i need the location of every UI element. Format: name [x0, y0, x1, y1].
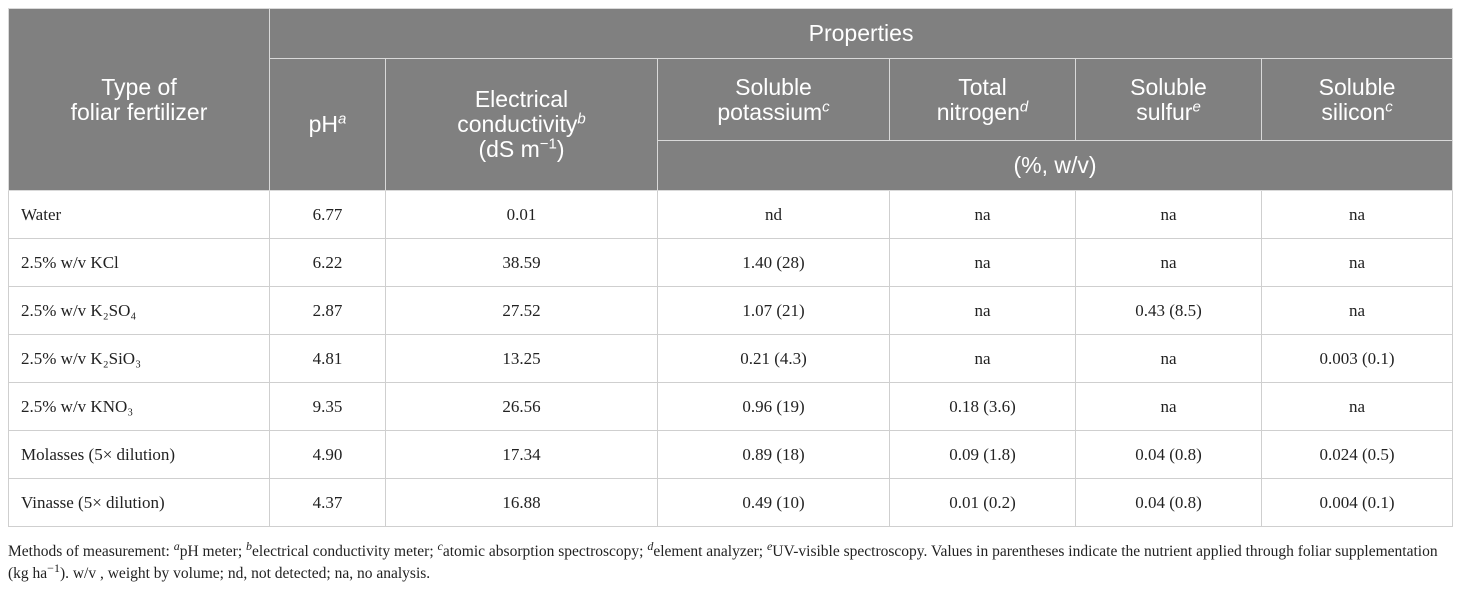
cell-fertilizer: Water [9, 191, 270, 239]
footnote-a-text: pH meter; [179, 543, 247, 560]
cell-ph: 4.37 [270, 479, 386, 527]
header-row-top [9, 9, 1453, 59]
footnote-c-text: atomic absorption spectroscopy; [442, 543, 648, 560]
header-sulfur [1076, 59, 1262, 141]
footnote-sup-b: b [246, 538, 253, 553]
header-s-sup: e [1192, 97, 1201, 115]
header-ph-sup: a [338, 110, 347, 128]
cell-ec: 38.59 [386, 239, 658, 287]
cell-sulfur: na [1076, 335, 1262, 383]
footnote-sup-e: e [766, 538, 773, 553]
header-silicon [1262, 59, 1453, 141]
cell-sulfur: na [1076, 239, 1262, 287]
header-unit: (%, w/v) [658, 141, 1453, 191]
cell-potassium: 0.96 (19) [658, 383, 890, 431]
header-k-line2: potassium [717, 98, 823, 125]
table-row [9, 191, 1453, 239]
header-s-line1: Soluble [1130, 73, 1207, 100]
cell-fertilizer: Molasses (5× dilution) [9, 431, 270, 479]
cell-nitrogen: na [890, 287, 1076, 335]
cell-sulfur: na [1076, 383, 1262, 431]
cell-silicon: na [1262, 287, 1453, 335]
header-ec-line2: conductivity [457, 111, 578, 137]
header-potassium [658, 59, 890, 141]
footnote-tail: ). w/v , weight by volume; nd, not detected; na, no analysis. [59, 565, 431, 582]
header-ec-line1: Electrical [474, 86, 569, 112]
footnote-d-text: element analyzer; [653, 543, 767, 560]
cell-nitrogen: 0.09 (1.8) [890, 431, 1076, 479]
header-type-line2: foliar fertilizer [70, 98, 208, 125]
cell-potassium: nd [658, 191, 890, 239]
cell-ph: 4.81 [270, 335, 386, 383]
cell-ec: 16.88 [386, 479, 658, 527]
header-type [9, 9, 270, 191]
header-si-line1: Soluble [1318, 73, 1396, 100]
header-properties: Properties [270, 9, 1453, 59]
cell-sulfur: 0.43 (8.5) [1076, 287, 1262, 335]
header-ph-label: pH [308, 111, 339, 137]
cell-nitrogen: na [890, 335, 1076, 383]
footnote-unit-sup: −1 [47, 560, 60, 575]
cell-silicon: na [1262, 239, 1453, 287]
header-n-sup: d [1019, 97, 1029, 115]
cell-silicon: 0.003 (0.1) [1262, 335, 1453, 383]
data-table [8, 8, 1453, 527]
table-row [9, 287, 1453, 335]
header-n-line2: nitrogen [936, 98, 1020, 125]
cell-fertilizer: 2.5% w/v KNO₃ [9, 383, 270, 431]
header-ec-sup: b [577, 110, 586, 128]
footnote-b-text: electrical conductivity meter; [252, 543, 438, 560]
header-nitrogen [890, 59, 1076, 141]
header-ph [270, 59, 386, 191]
cell-ec: 26.56 [386, 383, 658, 431]
header-n-line1: Total [958, 73, 1007, 100]
cell-potassium: 0.21 (4.3) [658, 335, 890, 383]
footnote-intro: Methods of measurement: [8, 543, 174, 560]
cell-sulfur: 0.04 (0.8) [1076, 431, 1262, 479]
cell-ec: 27.52 [386, 287, 658, 335]
table-row [9, 431, 1453, 479]
table-row [9, 383, 1453, 431]
cell-nitrogen: na [890, 191, 1076, 239]
header-k-sup: c [822, 97, 830, 115]
header-si-line2: silicon [1321, 98, 1386, 125]
cell-ph: 4.90 [270, 431, 386, 479]
cell-ph: 6.22 [270, 239, 386, 287]
cell-ec: 0.01 [386, 191, 658, 239]
header-type-line1: Type of [101, 73, 177, 100]
footnote-sup-d: d [647, 538, 654, 553]
cell-silicon: na [1262, 383, 1453, 431]
table-row [9, 335, 1453, 383]
cell-fertilizer: 2.5% w/v K₂SiO₃ [9, 335, 270, 383]
footnote-e-text: UV-visible spectroscopy. Values in parentheses indicate the nutrient applied through foliar supplementation (kg ha [8, 543, 1438, 582]
footnote-sup-a: a [173, 538, 180, 553]
cell-sulfur: 0.04 (0.8) [1076, 479, 1262, 527]
cell-ph: 6.77 [270, 191, 386, 239]
cell-silicon: na [1262, 191, 1453, 239]
table-container [8, 8, 1452, 527]
table-footnote [8, 538, 1452, 585]
footnote-sup-c: c [437, 538, 443, 553]
header-si-sup: c [1385, 97, 1393, 115]
header-k-line1: Soluble [735, 73, 812, 100]
header-ec-unit-sup: −1 [539, 135, 557, 153]
cell-nitrogen: 0.18 (3.6) [890, 383, 1076, 431]
cell-nitrogen: 0.01 (0.2) [890, 479, 1076, 527]
cell-ec: 13.25 [386, 335, 658, 383]
cell-potassium: 1.40 (28) [658, 239, 890, 287]
header-s-line2: sulfur [1136, 98, 1193, 125]
cell-silicon: 0.024 (0.5) [1262, 431, 1453, 479]
cell-fertilizer: 2.5% w/v KCl [9, 239, 270, 287]
header-ec-unit: (dS m [478, 136, 540, 162]
cell-sulfur: na [1076, 191, 1262, 239]
cell-ec: 17.34 [386, 431, 658, 479]
cell-potassium: 0.49 (10) [658, 479, 890, 527]
cell-ph: 2.87 [270, 287, 386, 335]
header-ec-unit-close: ) [556, 136, 565, 162]
header-ec [386, 59, 658, 191]
table-row [9, 239, 1453, 287]
table-body [9, 191, 1453, 527]
table-row [9, 479, 1453, 527]
cell-potassium: 1.07 (21) [658, 287, 890, 335]
cell-ph: 9.35 [270, 383, 386, 431]
cell-silicon: 0.004 (0.1) [1262, 479, 1453, 527]
cell-fertilizer: Vinasse (5× dilution) [9, 479, 270, 527]
cell-fertilizer: 2.5% w/v K₂SO₄ [9, 287, 270, 335]
cell-nitrogen: na [890, 239, 1076, 287]
cell-potassium: 0.89 (18) [658, 431, 890, 479]
